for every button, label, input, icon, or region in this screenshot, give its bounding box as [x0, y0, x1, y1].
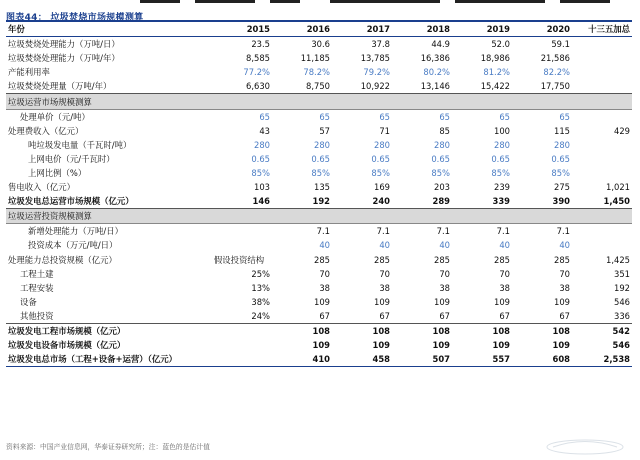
value-cell: 38 — [379, 282, 390, 293]
value-cell: 608 — [512, 352, 572, 367]
total-cell — [572, 166, 632, 180]
value-cell: 280 — [374, 139, 390, 150]
table-row — [6, 51, 632, 65]
total-cell — [572, 79, 632, 94]
row-label: 设备 — [20, 296, 37, 307]
value-cell: 280 — [314, 139, 330, 150]
watermark-logo — [545, 438, 625, 456]
value-cell: 67 — [452, 309, 512, 324]
value-cell: 169 — [374, 182, 390, 193]
value-cell: 65 — [379, 111, 390, 122]
value-cell: 285 — [314, 254, 330, 265]
value-cell: 109 — [432, 340, 450, 351]
value-cell: 30.6 — [311, 39, 330, 50]
row-label: 垃圾焚烧处理能力（万吨/年） — [8, 53, 120, 64]
figure-title: 图表44： 垃圾焚烧市场规模测算 — [6, 13, 144, 23]
total-cell — [572, 65, 632, 79]
total-cell: 336 — [572, 309, 632, 324]
row-label: 垃圾焚烧处理能力（万吨/日） — [8, 39, 120, 50]
value-cell: 339 — [452, 194, 512, 209]
value-cell: 38 — [499, 282, 510, 293]
value-cell: 85% — [251, 167, 270, 178]
value-cell: 43 — [259, 125, 270, 136]
total-cell: 546 — [612, 340, 630, 351]
table-row — [6, 267, 632, 281]
value-cell: 7.1 — [556, 226, 570, 237]
value-cell: 108 — [552, 326, 570, 337]
row-label: 处理单价（元/吨） — [20, 111, 90, 122]
table-row — [6, 338, 632, 352]
table-row — [6, 79, 632, 94]
value-cell: 38% — [251, 296, 270, 307]
value-cell: 77.2% — [243, 67, 270, 78]
value-cell — [392, 94, 452, 109]
value-cell: 25% — [251, 268, 270, 279]
value-cell: 8,585 — [246, 53, 270, 64]
value-cell: 6,630 — [206, 79, 272, 94]
value-cell: 13% — [251, 282, 270, 293]
value-cell: 65 — [499, 111, 510, 122]
header-year: 2017 — [332, 22, 392, 37]
header-total: 十三五加总 — [572, 22, 632, 37]
row-label: 垃圾运营投资规模测算 — [6, 209, 206, 224]
source-note: 资料来源：中国产业信息网，华泰证券研究所；注：蓝色的是估计值 — [6, 443, 210, 451]
header-year: 2020 — [512, 22, 572, 37]
table-row — [6, 180, 632, 194]
value-cell: 203 — [434, 182, 450, 193]
header-year: 2019 — [452, 22, 512, 37]
total-cell: 429 — [614, 125, 630, 136]
row-label: 垃圾发电总运营市场规模（亿元） — [6, 194, 206, 209]
value-cell: 109 — [312, 340, 330, 351]
value-cell: 109 — [434, 296, 450, 307]
total-cell — [572, 37, 632, 52]
value-cell: 65 — [319, 111, 330, 122]
row-label: 处理能力总投资规模（亿元） — [8, 254, 117, 265]
value-cell: 239 — [494, 182, 510, 193]
value-cell: 13,146 — [392, 79, 452, 94]
value-cell — [452, 209, 512, 224]
value-cell: 82.2% — [543, 67, 570, 78]
value-cell — [206, 352, 272, 367]
value-cell: 79.2% — [363, 67, 390, 78]
value-cell: 24% — [206, 309, 272, 324]
market-size-table — [6, 22, 632, 367]
table-row — [6, 253, 632, 267]
value-cell: 146 — [206, 194, 272, 209]
row-label: 新增处理能力（万吨/日） — [28, 226, 123, 237]
total-cell: 1,450 — [572, 194, 632, 209]
total-cell — [572, 109, 632, 124]
value-cell: 100 — [494, 125, 510, 136]
value-cell: 10,922 — [332, 79, 392, 94]
value-cell: 70 — [379, 268, 390, 279]
value-cell: 67 — [512, 309, 572, 324]
total-cell: 351 — [614, 268, 630, 279]
value-cell: 81.2% — [483, 67, 510, 78]
value-cell: 285 — [374, 254, 390, 265]
value-cell: 0.65 — [371, 153, 390, 164]
row-label: 垃圾发电设备市场规模（亿元） — [8, 340, 126, 351]
value-cell — [206, 209, 272, 224]
value-cell: 109 — [372, 340, 390, 351]
value-cell — [206, 238, 272, 252]
total-cell — [572, 224, 632, 239]
value-cell: 71 — [379, 125, 390, 136]
table-row — [6, 309, 632, 324]
value-cell — [332, 209, 392, 224]
table-row — [6, 166, 632, 180]
table-row — [6, 109, 632, 124]
value-cell: 109 — [314, 296, 330, 307]
table-row — [6, 138, 632, 152]
cropped-top-text-strip — [0, 0, 640, 4]
value-cell: 108 — [312, 326, 330, 337]
value-cell: 135 — [314, 182, 330, 193]
value-cell: 15,422 — [452, 79, 512, 94]
value-cell: 85% — [371, 167, 390, 178]
value-cell: 21,586 — [540, 53, 570, 64]
value-cell: 285 — [554, 254, 570, 265]
value-cell — [206, 323, 272, 338]
row-label: 处理费收入（亿元） — [8, 125, 84, 136]
value-cell: 108 — [492, 326, 510, 337]
value-cell: 67 — [392, 309, 452, 324]
total-cell: 1,021 — [606, 182, 630, 193]
value-cell: 38 — [559, 282, 570, 293]
value-cell: 109 — [552, 340, 570, 351]
total-cell: 542 — [612, 326, 630, 337]
value-cell: 40 — [439, 240, 450, 251]
value-cell: 192 — [272, 194, 332, 209]
table-row — [6, 224, 632, 239]
value-cell: 40 — [379, 240, 390, 251]
value-cell: 240 — [332, 194, 392, 209]
row-label: 上网电价（元/千瓦时） — [28, 153, 115, 164]
table-row — [6, 37, 632, 52]
table-row — [6, 238, 632, 252]
table-row — [6, 152, 632, 166]
value-cell: 280 — [554, 139, 570, 150]
total-cell — [572, 209, 632, 224]
value-cell: 70 — [319, 268, 330, 279]
value-cell: 37.8 — [371, 39, 390, 50]
value-cell: 557 — [452, 352, 512, 367]
row-label: 其他投资 — [6, 309, 206, 324]
value-cell: 67 — [332, 309, 392, 324]
value-cell: 40 — [559, 240, 570, 251]
header-year: 2018 — [392, 22, 452, 37]
value-cell: 65 — [439, 111, 450, 122]
value-cell: 285 — [494, 254, 510, 265]
value-cell — [206, 224, 272, 239]
value-cell: 13,785 — [360, 53, 390, 64]
row-label: 投资成本（万元/吨/日） — [28, 240, 118, 251]
header-year: 2015 — [206, 22, 272, 37]
table-row — [6, 124, 632, 138]
table-row — [6, 323, 632, 338]
value-cell: 289 — [392, 194, 452, 209]
figure-title-bar — [6, 5, 632, 22]
value-cell: 280 — [254, 139, 270, 150]
row-label: 垃圾运营市场规模测算 — [6, 94, 206, 109]
value-cell: 109 — [494, 296, 510, 307]
value-cell: 67 — [272, 309, 332, 324]
row-label: 吨垃圾发电量（千瓦时/吨） — [28, 139, 132, 150]
value-cell: 59.1 — [551, 39, 570, 50]
value-cell: 38 — [439, 282, 450, 293]
value-cell: 0.65 — [431, 153, 450, 164]
value-cell: 85% — [491, 167, 510, 178]
value-cell: 103 — [254, 182, 270, 193]
value-cell: 85% — [551, 167, 570, 178]
value-cell — [272, 209, 332, 224]
row-label: 工程安装 — [20, 282, 54, 293]
table-row — [6, 281, 632, 295]
value-cell — [512, 94, 572, 109]
value-cell: 18,986 — [480, 53, 510, 64]
value-cell: 11,185 — [300, 53, 330, 64]
value-cell: 23.5 — [251, 39, 270, 50]
value-cell: 0.65 — [311, 153, 330, 164]
total-cell — [572, 94, 632, 109]
header-label: 年份 — [6, 22, 206, 37]
value-cell: 7.1 — [496, 226, 510, 237]
table-body — [6, 37, 632, 367]
row-label: 垃圾发电总市场（工程+设备+运营）（亿元） — [6, 352, 206, 367]
value-cell: 109 — [374, 296, 390, 307]
value-cell: 65 — [259, 111, 270, 122]
value-cell: 44.9 — [431, 39, 450, 50]
value-cell: 85% — [311, 167, 330, 178]
value-cell: 285 — [434, 254, 450, 265]
value-cell — [452, 94, 512, 109]
value-cell: 假设投资结构 — [213, 254, 265, 265]
value-cell: 109 — [554, 296, 570, 307]
value-cell: 85% — [431, 167, 450, 178]
value-cell — [392, 209, 452, 224]
value-cell: 0.65 — [491, 153, 510, 164]
value-cell: 52.0 — [491, 39, 510, 50]
value-cell: 280 — [434, 139, 450, 150]
value-cell: 57 — [319, 125, 330, 136]
table-row — [6, 352, 632, 367]
value-cell: 507 — [392, 352, 452, 367]
value-cell — [332, 94, 392, 109]
table-row — [6, 295, 632, 309]
total-cell — [572, 138, 632, 152]
value-cell: 17,750 — [512, 79, 572, 94]
value-cell: 108 — [372, 326, 390, 337]
value-cell: 7.1 — [436, 226, 450, 237]
value-cell — [206, 338, 272, 352]
value-cell: 390 — [512, 194, 572, 209]
header-year: 2016 — [272, 22, 332, 37]
value-cell: 70 — [559, 268, 570, 279]
value-cell: 280 — [494, 139, 510, 150]
total-cell — [572, 238, 632, 252]
value-cell: 109 — [492, 340, 510, 351]
value-cell — [272, 94, 332, 109]
value-cell: 0.65 — [251, 153, 270, 164]
row-label: 垃圾发电工程市场规模（亿元） — [8, 326, 126, 337]
value-cell — [206, 94, 272, 109]
value-cell: 108 — [432, 326, 450, 337]
value-cell: 275 — [554, 182, 570, 193]
row-label: 产能利用率 — [8, 67, 50, 78]
row-label: 垃圾焚烧处理量（万吨/年） — [6, 79, 206, 94]
value-cell: 78.2% — [303, 67, 330, 78]
section-header-row — [6, 209, 632, 224]
value-cell: 65 — [559, 111, 570, 122]
total-cell: 1,425 — [606, 254, 630, 265]
section-header-row — [6, 94, 632, 109]
total-cell: 192 — [614, 282, 630, 293]
value-cell: 410 — [272, 352, 332, 367]
row-label: 工程土建 — [20, 268, 54, 279]
total-cell: 546 — [614, 296, 630, 307]
total-cell: 2,538 — [572, 352, 632, 367]
value-cell: 16,386 — [420, 53, 450, 64]
value-cell: 70 — [439, 268, 450, 279]
value-cell: 458 — [332, 352, 392, 367]
total-cell — [572, 152, 632, 166]
value-cell — [512, 209, 572, 224]
table-header-row — [6, 22, 632, 37]
value-cell: 7.1 — [376, 226, 390, 237]
value-cell: 40 — [499, 240, 510, 251]
row-label: 上网比例（%） — [28, 167, 87, 178]
value-cell: 38 — [319, 282, 330, 293]
value-cell: 85 — [439, 125, 450, 136]
value-cell: 40 — [319, 240, 330, 251]
value-cell: 0.65 — [551, 153, 570, 164]
value-cell: 8,750 — [272, 79, 332, 94]
table-row — [6, 194, 632, 209]
value-cell: 115 — [554, 125, 570, 136]
table-row — [6, 65, 632, 79]
value-cell: 80.2% — [423, 67, 450, 78]
row-label: 售电收入（亿元） — [8, 182, 75, 193]
total-cell — [572, 51, 632, 65]
value-cell: 70 — [499, 268, 510, 279]
value-cell: 7.1 — [316, 226, 330, 237]
